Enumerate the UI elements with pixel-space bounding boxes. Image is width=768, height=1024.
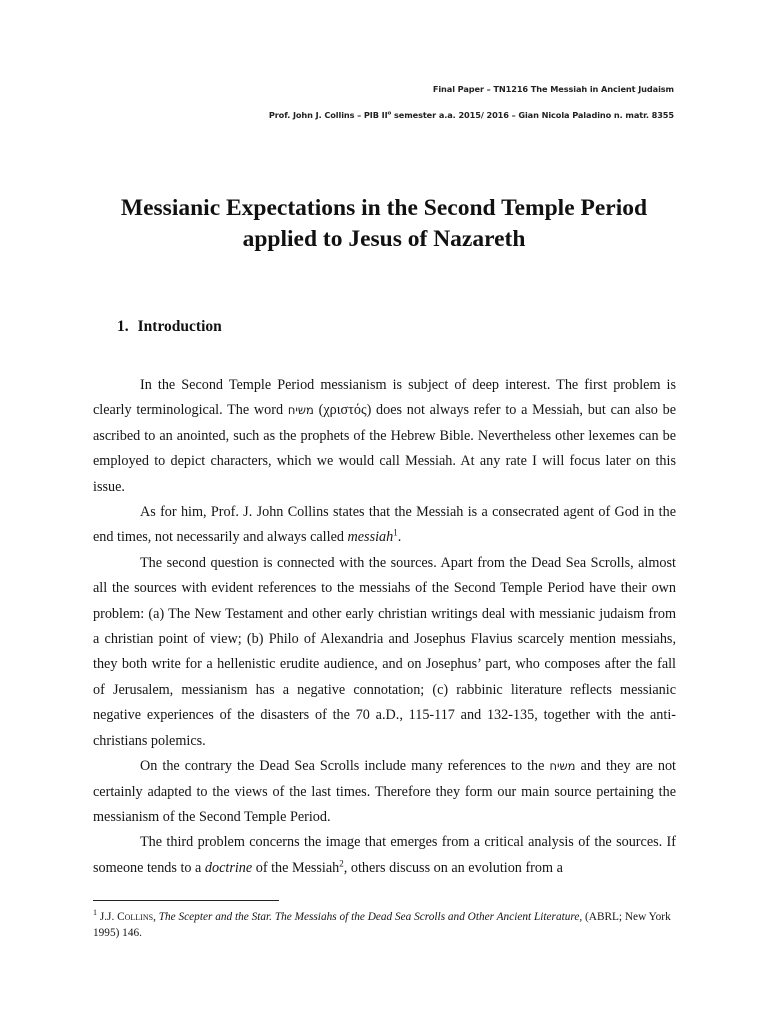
footnote-author-initials: J.J. [97, 910, 118, 923]
footnote-ref-1[interactable]: 1 [393, 527, 398, 538]
footnote-number: 1 [93, 908, 97, 917]
section-title: Introduction [137, 318, 222, 335]
paragraph-4 [93, 754, 676, 830]
header-author-suffix: semester a.a. 2015/ 2016 – Gian Nicola Paladino n. matr. 8355 [391, 110, 674, 120]
paragraph-5 [93, 830, 676, 881]
paragraph-2 [93, 500, 676, 551]
paragraph-4-text-a: On the contrary the Dead Sea Scrolls include many references to the [140, 758, 550, 775]
italic-term-messiah: messiah [347, 529, 394, 546]
paragraph-1-text-a: In the Second Temple Period messianism is subject of deep interest. The first problem is clearly terminological. The word [93, 377, 676, 419]
footnote-1 [93, 905, 683, 941]
paragraph-2-end: . [397, 529, 402, 546]
paragraph-1 [93, 373, 676, 500]
greek-word: (χριστός) [313, 402, 372, 419]
header-ordinal-sup: o [387, 110, 392, 117]
running-header-author [269, 110, 674, 120]
footnote-ref-2[interactable]: 2 [339, 857, 344, 868]
section-heading [117, 318, 222, 336]
footnote-author-name: Collins [117, 910, 154, 923]
paragraph-5-text-b: of the Messiah [252, 859, 340, 876]
paragraph-4-text-b: and they are not certainly adapted to the views of the last times. Therefore they form our main source pertaining the messianism of the Second Temple Period. [93, 758, 676, 825]
paragraph-5-text-c: , others discuss on an evolution from a [343, 859, 563, 876]
hebrew-word: משיח [287, 403, 314, 418]
body-text [93, 373, 676, 881]
footnote-book-title: , The Scepter and the Star. The Messiahs of the Dead Sea Scrolls and Other Ancient Literature, [153, 910, 583, 923]
footnote-separator [93, 900, 279, 901]
paper-title-line-1: Messianic Expectations in the Second Temple Period [120, 195, 648, 221]
paragraph-1-text-b: does not always refer to a Messiah, but can also be ascribed to an anointed, such as the prophets of the Hebrew Bible. Nevertheless other lexemes can be employed to depict characters, which we would call Messiah. At any rate I will focus later on this issue. [93, 402, 676, 495]
paper-title-line-2: applied to Jesus of Nazareth [242, 226, 526, 252]
italic-term-doctrine: doctrine [204, 859, 253, 876]
footnote-publication: (ABRL; New York 1995) 146. [93, 910, 671, 939]
paragraph-5-text-a: The third problem concerns the image that emerges from a critical analysis of the sources. If someone tends to a [93, 834, 676, 876]
header-course-text: Final Paper – TN1216 The Messiah in Ancient Judaism [432, 84, 674, 94]
paper-title [80, 193, 688, 255]
paragraph-2-text: As for him, Prof. J. John Collins states that the Messiah is a consecrated agent of God in the end times, not necessarily and always called [93, 504, 676, 546]
section-number: 1. [117, 318, 129, 335]
running-header-course [433, 84, 674, 94]
hebrew-word: משיח [549, 759, 576, 774]
paragraph-3: The second question is connected with the sources. Apart from the Dead Sea Scrolls, almost all the sources with evident references to the messiahs of the Second Temple Period have their own problem: (a) The New Testament and other early christian writings deal with messianic judaism from a christian point of view; (b) Philo of Alexandria and Josephus Flavius scarcely mention messiahs, they both write for a hellenistic erudite audience, and on Josephus’ part, who composes after the fall of Jerusalem, messianism has a negative connotation; (c) rabbinic literature reflects messianic negative experiences of the disasters of the 70 a.D., 115-117 and 132-135, together with the anti-christians polemics. [93, 554, 676, 749]
header-author-prefix: Prof. John J. Collins – PIB II [268, 110, 388, 120]
